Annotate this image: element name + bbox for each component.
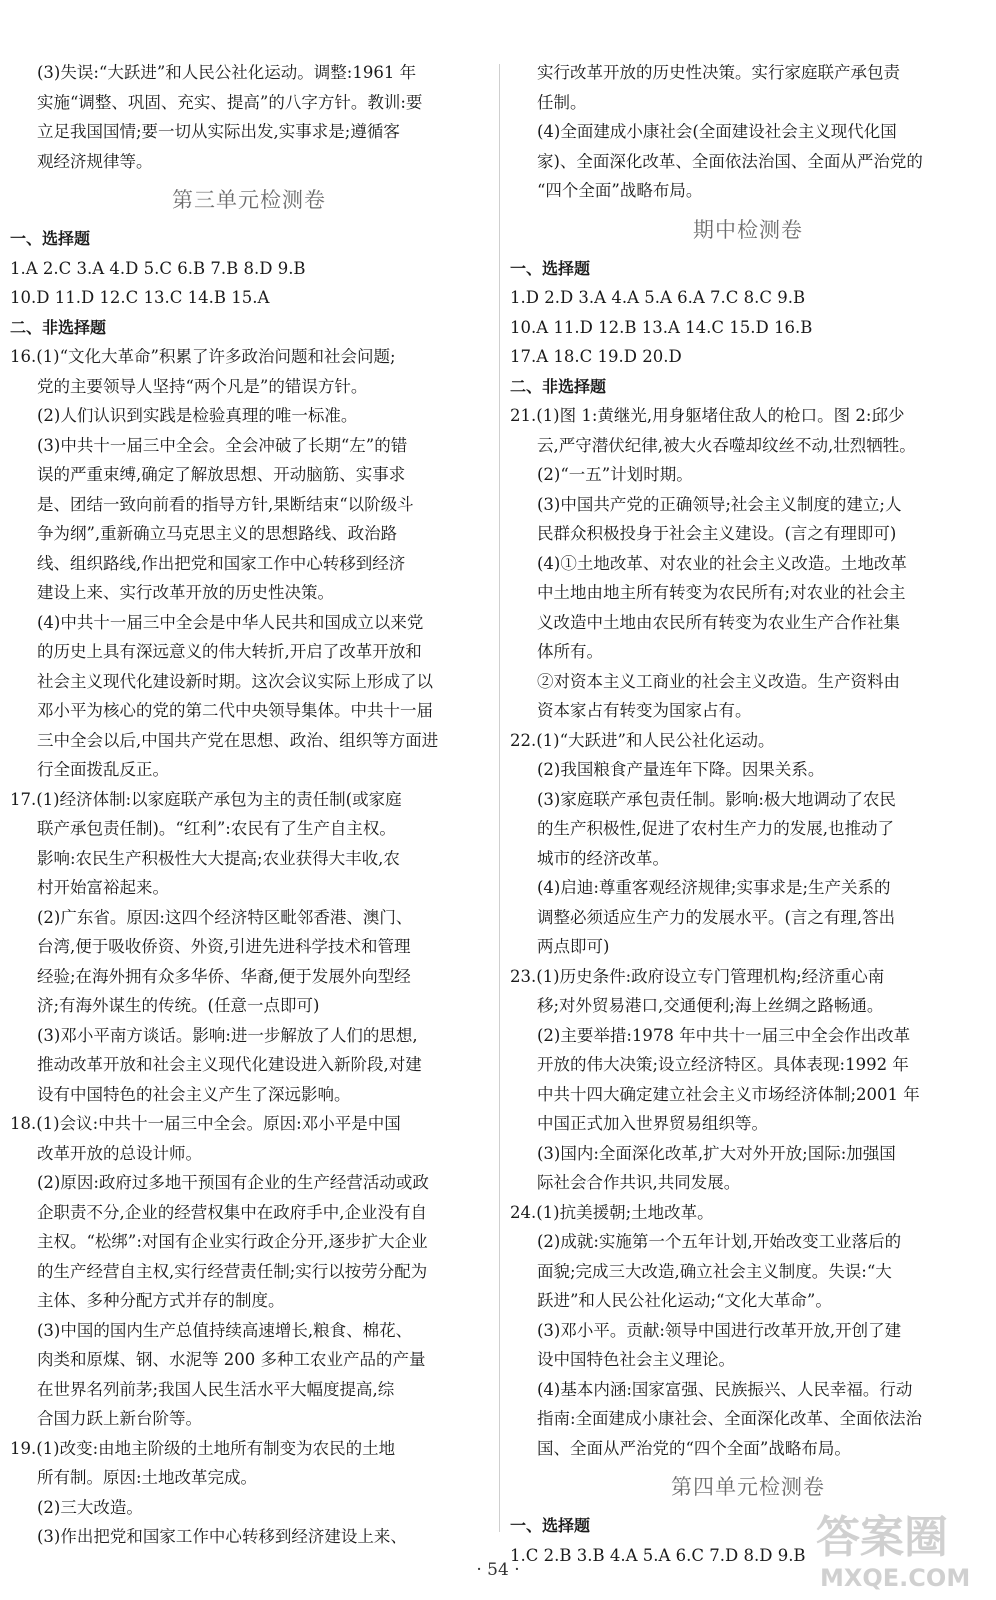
text-line: 16.(1)“文化大革命”积累了许多政治问题和社会问题; [10, 347, 396, 366]
text-line: 际社会合作共识,共同发展。 [537, 1173, 741, 1192]
text-line: (3)作出把党和国家工作中心转移到经济建设上来、 [37, 1527, 407, 1546]
text-line: 体所有。 [537, 642, 603, 661]
text-line: 跃进”和人民公社化运动;“文化大革命”。 [537, 1291, 832, 1310]
text-line: 实行改革开放的历史性决策。实行家庭联产承包责 [537, 63, 900, 82]
text-line: 村开始富裕起来。 [37, 878, 169, 897]
text-line: (3)邓小平。贡献:领导中国进行改革开放,开创了建 [537, 1320, 902, 1340]
text-line: 观经济规律等。 [37, 151, 153, 171]
right-column [510, 58, 986, 1570]
text-line: (3)国内:全面深化改革,扩大对外开放;国际:加强国 [537, 1143, 896, 1163]
text-line: (3)失误:“大跃进”和人民公社化运动。调整:1961 年 [37, 63, 417, 82]
column-divider [499, 64, 500, 1532]
text-line: 联产承包责任制)。“红利”:农民有了生产自主权。 [37, 819, 396, 838]
text-line: 台湾,便于吸收侨资、外资,引进先进科学技术和管理 [37, 937, 411, 956]
text-line: 设中国特色社会主义理论。 [537, 1350, 735, 1369]
left-column [10, 58, 488, 1552]
text-line: 10.A 11.D 12.B 13.A 14.C 15.D 16.B [510, 317, 813, 337]
text-line: 行全面拨乱反正。 [37, 760, 169, 779]
subsection-heading: 二、非选择题 [10, 317, 107, 337]
text-line: 任制。 [537, 92, 587, 112]
subsection-heading: 二、非选择题 [510, 376, 607, 396]
text-line: 肉类和原煤、钢、水泥等 200 多种工农业产品的产量 [37, 1350, 426, 1369]
text-line: 19.(1)改变:由地主阶级的土地所有制变为农民的土地 [10, 1438, 396, 1458]
text-line: 是、团结一致向前看的指导方针,果断结束“以阶级斗 [37, 494, 414, 514]
text-line: (2)人们认识到实践是检验真理的唯一标准。 [37, 406, 358, 425]
text-line: (2)“一五”计划时期。 [537, 465, 693, 484]
text-line: 争为纲”,重新确立马克思主义的思想路线、政治路 [37, 524, 398, 543]
text-line: (4)中共十一届三中全会是中华人民共和国成立以来党 [37, 612, 424, 632]
text-line: 企职责不分,企业的经营权集中在政府手中,企业没有自 [37, 1202, 427, 1222]
text-line: 所有制。原因:土地改革完成。 [37, 1468, 258, 1487]
text-line: (3)中国的国内生产总值持续高速增长,粮食、棉花、 [37, 1320, 413, 1340]
subsection-heading: 一、选择题 [510, 258, 591, 278]
text-line: (4)启迪:尊重客观经济规律;实事求是;生产关系的 [537, 878, 891, 897]
watermark-logo [810, 1500, 980, 1592]
text-line: 济;有海外谋生的传统。(任意一点即可) [37, 996, 320, 1015]
text-line: 云,严守潜伏纪律,被大火吞噬却纹丝不动,壮烈牺牲。 [537, 435, 916, 455]
text-line: 线、组织路线,作出把党和国家工作中心转移到经济 [37, 553, 406, 573]
page-number: · 54 · [476, 1560, 520, 1580]
text-line: 的生产经营自主权,实行经营责任制;实行以按劳分配为 [37, 1261, 428, 1281]
watermark-cn: 答案圈 [816, 1512, 948, 1563]
text-line: 主权。“松绑”:对国有企业实行政企分开,逐步扩大企业 [37, 1232, 428, 1251]
text-line: 的历史上具有深远意义的伟大转折,开启了改革开放和 [37, 642, 422, 661]
text-line: 移;对外贸易港口,交通便利;海上丝绸之路畅通。 [537, 996, 884, 1015]
text-line: 调整必须适应生产力的发展水平。(言之有理,答出 [537, 907, 896, 927]
text-line: 设有中国特色的社会主义产生了深远影响。 [37, 1084, 351, 1104]
subsection-heading: 一、选择题 [510, 1516, 591, 1535]
text-line: 主体、多种分配方式并存的制度。 [37, 1291, 285, 1310]
text-line: (2)广东省。原因:这四个经济特区毗邻香港、澳门、 [37, 907, 413, 927]
text-line: 1.A 2.C 3.A 4.D 5.C 6.B 7.B 8.D 9.B [10, 258, 306, 278]
text-line: 合国力跃上新台阶等。 [37, 1409, 202, 1428]
text-line: (2)我国粮食产量连年下降。因果关系。 [537, 760, 825, 779]
text-line: 误的严重束缚,确定了解放思想、开动脑筋、实事求 [37, 465, 406, 484]
text-line: 24.(1)抗美援朝;土地改革。 [510, 1202, 714, 1222]
text-line: 17.(1)经济体制:以家庭联产承包为主的责任制(或家庭 [10, 789, 402, 809]
text-line: 开放的伟大决策;设立经济特区。具体表现:1992 年 [537, 1055, 909, 1074]
text-line: 18.(1)会议:中共十一届三中全会。原因:邓小平是中国 [10, 1114, 401, 1133]
text-line: 邓小平为核心的党的第二代中央领导集体。中共十一届 [37, 701, 433, 720]
text-line: 23.(1)历史条件:政府设立专门管理机构;经济重心南 [510, 966, 885, 986]
text-line: ②对资本主义工商业的社会主义改造。生产资料由 [537, 671, 900, 691]
text-line: 面貌;完成三大改造,确立社会主义制度。失误:“大 [537, 1261, 892, 1281]
text-line: 中共十四大确定建立社会主义市场经济体制;2001 年 [537, 1084, 920, 1104]
text-line: (3)家庭联产承包责任制。影响:极大地调动了农民 [537, 789, 896, 809]
text-line: 城市的经济改革。 [537, 848, 669, 868]
text-line: (2)成就:实施第一个五年计划,开始改变工业落后的 [537, 1232, 902, 1251]
text-line: 改革开放的总设计师。 [37, 1143, 202, 1163]
text-line: 的生产积极性,促进了农村生产力的发展,也推动了 [537, 819, 894, 838]
text-line: 17.A 18.C 19.D 20.D [510, 347, 682, 366]
text-line: 民群众积极投身于社会主义建设。(言之有理即可) [537, 524, 897, 543]
text-line: 立足我国国情;要一切从实际出发,实事求是;遵循客 [37, 122, 400, 141]
text-line: 10.D 11.D 12.C 13.C 14.B 15.A [10, 288, 270, 307]
text-line: 家)、全面深化改革、全面依法治国、全面从严治党的 [537, 151, 923, 171]
subsection-heading: 一、选择题 [10, 229, 91, 248]
text-line: 资本家占有转变为国家占有。 [537, 701, 752, 720]
text-line: 社会主义现代化建设新时期。这次会议实际上形成了以 [37, 671, 433, 691]
section-title: 第四单元检测卷 [671, 1475, 825, 1499]
text-line: (4)①土地改革、对农业的社会主义改造。土地改革 [537, 553, 907, 573]
text-line: 在世界名列前茅;我国人民生活水平大幅度提高,综 [37, 1379, 395, 1399]
text-line: 21.(1)图 1:黄继光,用身躯堵住敌人的枪口。图 2:邱少 [510, 406, 905, 425]
text-line: 1.C 2.B 3.B 4.A 5.A 6.C 7.D 8.D 9.B [510, 1545, 806, 1565]
text-line: 经验;在海外拥有众多华侨、华裔,便于发展外向型经 [37, 966, 411, 986]
text-line: (3)邓小平南方谈话。影响:进一步解放了人们的思想, [37, 1025, 418, 1045]
text-line: 两点即可) [537, 937, 610, 956]
text-line: (2)主要举措:1978 年中共十一届三中全会作出改革 [537, 1025, 911, 1045]
text-line: 义改造中土地由农民所有转变为农业生产合作社集 [537, 612, 900, 632]
text-line: 中土地由地主所有转变为农民所有;对农业的社会主 [537, 583, 906, 602]
text-line: 实施“调整、巩固、充实、提高”的八字方针。教训:要 [37, 92, 423, 112]
text-line: 国、全面从严治党的“四个全面”战略布局。 [537, 1438, 851, 1458]
text-line: (3)中国共产党的正确领导;社会主义制度的建立;人 [537, 494, 902, 514]
text-line: 推动改革开放和社会主义现代化建设进入新阶段,对建 [37, 1055, 422, 1074]
text-line: (4)全面建成小康社会(全面建设社会主义现代化国 [537, 122, 897, 141]
text-line: (3)中共十一届三中全会。全会冲破了长期“左”的错 [37, 435, 408, 455]
text-line: 党的主要领导人坚持“两个凡是”的错误方针。 [37, 376, 368, 396]
text-line: 三中全会以后,中国共产党在思想、政治、组织等方面进 [37, 730, 439, 750]
text-line: 中国正式加入世界贸易组织等。 [537, 1114, 768, 1133]
text-line: 建设上来、实行改革开放的历史性决策。 [37, 583, 334, 602]
text-line: “四个全面”战略布局。 [537, 181, 703, 200]
text-line: 22.(1)“大跃进”和人民公社化运动。 [510, 730, 775, 750]
section-title: 第三单元检测卷 [172, 188, 326, 212]
text-line: (2)三大改造。 [37, 1497, 143, 1517]
text-line: 指南:全面建成小康社会、全面深化改革、全面依法治 [537, 1409, 923, 1428]
text-line: (4)基本内涵:国家富强、民族振兴、人民幸福。行动 [537, 1379, 913, 1399]
text-line: 1.D 2.D 3.A 4.A 5.A 6.A 7.C 8.C 9.B [510, 288, 806, 307]
text-line: 影响:农民生产积极性大大提高;农业获得大丰收,农 [37, 848, 400, 868]
section-title: 期中检测卷 [693, 217, 803, 242]
watermark-en: MXQE.COM [820, 1564, 971, 1592]
text-line: (2)原因:政府过多地干预国有企业的生产经营活动或政 [37, 1173, 429, 1192]
